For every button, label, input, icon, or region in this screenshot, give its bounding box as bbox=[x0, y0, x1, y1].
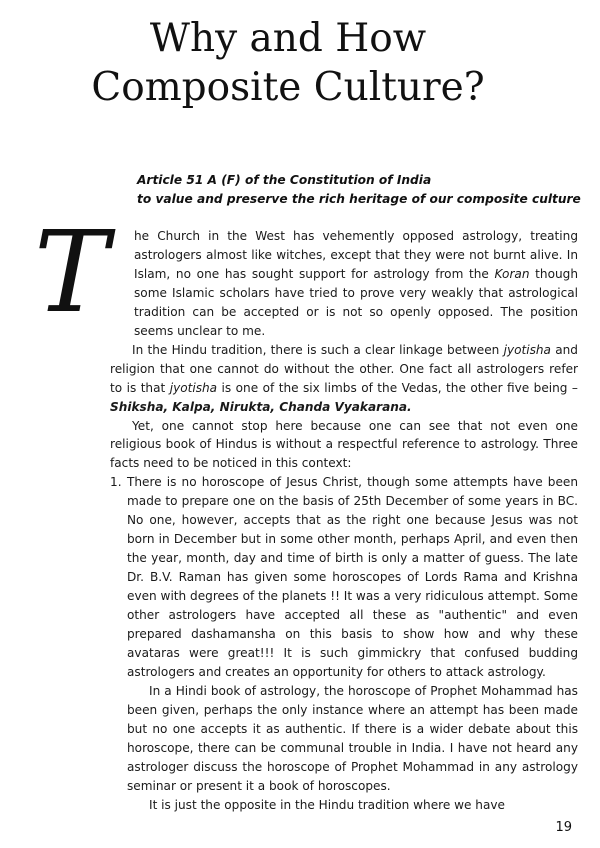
subheading-line-1: Article 51 A (F) of the Constitution of India bbox=[137, 173, 432, 187]
drop-cap-letter: T bbox=[34, 215, 109, 325]
article-body bbox=[110, 227, 578, 815]
title-line-2: Composite Culture? bbox=[91, 65, 485, 110]
title-line-1: Why and How bbox=[149, 16, 427, 61]
list-item: 1. There is no horoscope of Jesus Christ, though some attempts have been made to prepare one on the basis of 25th December of some years in BC. No one, however, accepts that as the right one because Jesus was not born in December but in some other month, perhaps April, and even then the year, month, day and time of birth is only a matter of guess. The late Dr. B.V. Raman has given some horoscopes of Lords Rama and Krishna even with degrees of the planets !! It was a very ridiculous attempt. Some other astrologers have accepted all these as "authentic" and even prepared dashamansha on this basis to show how and why these avataras were great!!! It is such gimmickry that confused budding astrologers and creates an opportunity for others to attack astrology. bbox=[110, 475, 578, 679]
paragraph-hindu-tradition: In the Hindu tradition, there is such a clear linkage between jyotisha and religion that one cannot do without the other. One fact all astrologers refer to is that jyotisha is one of the six limbs of the Vedas, the other five being – Shiksha, Kalpa, Nirukta, Chanda Vyakarana. bbox=[110, 342, 578, 414]
paragraph-intro: he Church in the West has vehemently opposed astrology, treating astrologers almost like witches, except that they were not burnt alive. In Islam, no one has sought support for astrology from the Koran though some Islamic scholars have tried to prove very weakly that astrological tradition can be accepted or is not so openly opposed. The position seems unclear to me. bbox=[134, 229, 578, 338]
subheading bbox=[137, 171, 581, 209]
jyotisha-term: jyotisha bbox=[169, 380, 218, 395]
koran-term: Koran bbox=[494, 266, 530, 281]
vedanga-list: Shiksha, Kalpa, Nirukta, Chanda Vyakarana. bbox=[110, 399, 412, 414]
paragraph-prophet: In a Hindi book of astrology, the horoscope of Prophet Mohammad has been given, perhaps the only instance where an attempt has been made but no one accepts it as authentic. If there is a wider debate about this horoscope, there can be communal trouble in India. I have not heard any astrologer discuss the horoscope of Prophet Mohammad in any astrology seminar or present it a book of horoscopes. bbox=[127, 683, 578, 793]
page-number: 19 bbox=[555, 820, 572, 835]
jyotisha-term: jyotisha bbox=[503, 342, 551, 357]
paragraph-opposite: It is just the opposite in the Hindu tradition where we have bbox=[149, 797, 505, 812]
subheading-line-2: to value and preserve the rich heritage of our composite culture bbox=[137, 192, 581, 206]
page-title bbox=[78, 14, 498, 112]
list-number: 1. bbox=[110, 475, 122, 490]
paragraph-three-facts: Yet, one cannot stop here because one can see that not even one religious book of Hindus is without a respectful reference to astrology. Three facts need to be noticed in this context: bbox=[110, 418, 578, 471]
